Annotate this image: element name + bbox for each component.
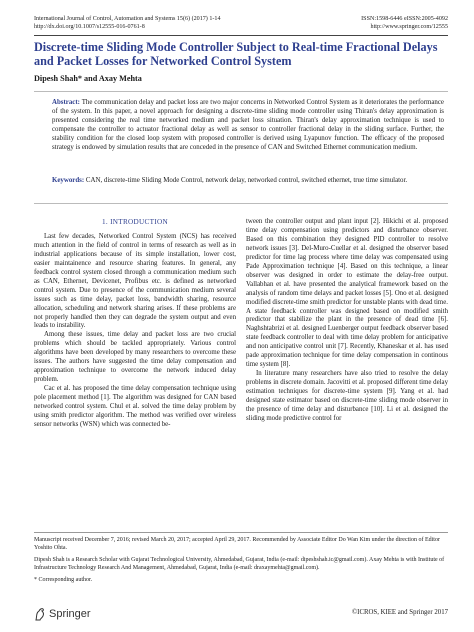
paragraph: In literature many researchers have also tried to resolve the delay problems in discrete domain. Jacovitti et al. proposed different time delay estimation techniques for discrete-time system [9]. Yang et al. had designed state estimator based on discrete-time sliding mode observer in the presence of time delay and disturbance [10]. Li et al. designed the sliding mode predictive control for: [246, 370, 448, 422]
publisher-name: Springer: [49, 608, 91, 620]
paragraph: Among these issues, time delay and packet loss are two crucial problems which should be tackled appropriately. Various control algorithms have been developed by many researchers to overcome these issues. The authors have suggested the time delay compensation and approximation technique to overcome the network induced delay problem.: [34, 331, 236, 384]
keywords-text: CAN, discrete-time Sliding Mode Control, network delay, networked control, switched ethernet, true time simulator.: [85, 177, 408, 184]
journal-citation: International Journal of Control, Automation and Systems 15(6) (2017) 1-14: [34, 16, 221, 22]
journal-header: [34, 15, 448, 31]
footnotes: [34, 537, 448, 590]
abstract-label: Abstract:: [52, 99, 80, 106]
keywords: [52, 176, 444, 185]
doi-link[interactable]: http://dx.doi.org/10.1007/s12555-016-0761-8: [34, 24, 145, 30]
abstract: [52, 98, 444, 153]
abstract-text: The communication delay and packet loss are two major concerns in Networked Control System as it deteriorates the performance of the system. In this paper, a novel approach for designing a discrete-time sliding mode controller using Thiran's delay approximation is presented considering the real time networked medium and packet loss situation. Thiran's delay approximation technique is used to compensate the controller to actuator fractional delay as well as sensor to controller fractional delay in the sliding surface. Further, the stability condition for the closed loop system with proposed controller is derived using Lyapunov function. The efficacy of the proposed strategy is endowed by simulation results that are conceded in the presence of CAN and Switched Ethernet communication medium.: [52, 99, 444, 152]
paper-authors: Dipesh Shah* and Axay Mehta: [34, 74, 142, 83]
springer-logo: [34, 607, 91, 621]
abstract-box: [34, 91, 448, 204]
right-column: [246, 218, 448, 424]
issn-block: [361, 15, 448, 31]
springer-horse-icon: [34, 607, 46, 621]
paragraph: Last few decades, Networked Control System (NCS) has received much attention in the field of control in terms of research as well as in industrial applications because of its simple installation, lower cost, easier maintainence and resource sharing features. In general, any feedback control system closed through a communication medium such as CAN, Ethernet, Devicenet, Profibus etc. is defined as networked control system. Due to presence of the communication medium several issues such as time delay, packet loss, bandwidth sharing, resource allocation, scheduling and network sharing arises. If these problems are not properly handled then they can degrade the system output and even leads to instability.: [34, 232, 236, 330]
affiliation-note: Dipesh Shah is a Research Scholar with Gujarat Technological University, Ahmedabad, Gujarat, India (e-mail: dipeshshah.ic@gmail.com). Axay Mehta is with Institute of Infrastructure Technology Research And Management, Ahmedabad, Gujarat, India (e-mail: draxaymehta@gmail.com).: [34, 557, 445, 571]
left-column: [34, 218, 236, 430]
paragraph: tween the controller output and plant input [2]. Hikichi et al. proposed time delay compensation using predictors and disturbance observer. Based on this combination they designed PID controller to resolve network issues [3]. Del-Muro-Cuellar et al. designed the observer based predictor for time lag process where time delay was compensated using Pade Approximation technique [4]. Based on this technique, a linear observer was designed in order to estimate the delay-free output. Vallabhan et al. have presented the analytical framework based on the analysis of random time delays and packet losses [5]. Ono et al. designed modified discrete-time smith predictor for unstable plants with dead time. A state feedback controller was designed based on modified smith predictor that stabilize the plant in the presence of dead time [6]. Naghshtabrizi et al. designed Luenberger output feedback observer based state feedback controller to deal with time delay problem for anticipative and non anticipative control unit [7]. Recently, Khaneskar et al. has used pade approximation technique for time delay compensation in continous time system [8].: [246, 218, 448, 369]
manuscript-note: Manuscript received December 7, 2016; revised March 20, 2017; accepted April 29, 2017. Recommended by Associate Editor Do Wan Kim under the direction of Editor Yoshito Ohta.: [34, 537, 440, 551]
issn-text: ISSN:1598-6446 eISSN:2005-4092: [361, 16, 448, 22]
header-rule: [34, 35, 448, 36]
copyright: ©ICROS, KIEE and Springer 2017: [352, 609, 448, 616]
paragraph: Cac et al. has proposed the time delay compensation technique using pole placement method [1]. The algorithm was designed for CAN based networked control system. Chul et al. solved the time delay problem by using smith predictor algorithm. The method was verified over wireless sensor networks (WSN) which was connected be-: [34, 385, 236, 428]
paper-title: Discrete-time Sliding Mode Controller Subject to Real-time Fractional Delays and Packet Losses for Networked Control System: [34, 40, 438, 68]
section-heading: 1. INTRODUCTION: [102, 218, 168, 226]
corresponding-note: * Corresponding author.: [34, 577, 93, 584]
footnote-rule: [34, 532, 448, 533]
journal-url[interactable]: http://www.springer.com/12555: [370, 24, 448, 30]
keywords-label: Keywords:: [52, 177, 85, 184]
